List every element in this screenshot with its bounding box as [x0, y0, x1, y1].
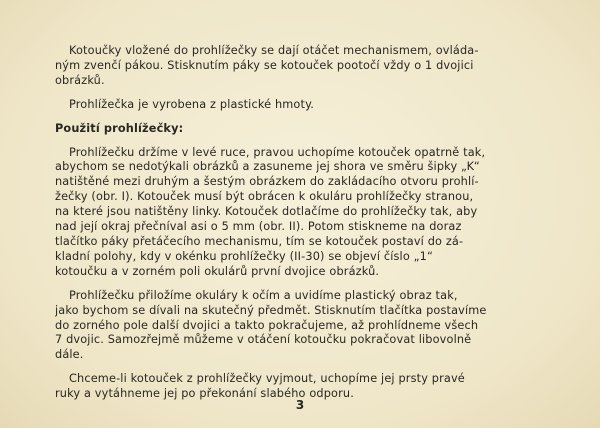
- paragraph-gap: [55, 363, 545, 372]
- text-line: natištěné mezi druhým a šestým obrázkem do zakládacího otvoru prohlí-: [55, 175, 479, 189]
- paragraph-gap: [55, 113, 545, 122]
- text-line: kladní polohy, kdy v okénku prohlížečky (II-30) se objeví číslo „1“: [55, 249, 433, 263]
- text-line: ným zvenčí pákou. Stisknutím páky se kotouček pootočí vždy o 1 dvojici: [55, 58, 474, 72]
- text-line: abychom se nedotýkali obrázků a zasuneme jej shora ve směru šipky „K“: [55, 160, 480, 174]
- text-line: žečky (obr. I). Kotouček musí být obrácen k okuláru prohlížečky stranou,: [55, 190, 474, 204]
- paragraph-material: [55, 98, 545, 113]
- heading-usage: Použití prohlížečky:: [55, 121, 184, 135]
- text-line: dále.: [55, 348, 84, 362]
- text-line: Prohlížečku přiložíme okuláry k očím a uvidíme plastický obraz tak,: [69, 288, 458, 302]
- paragraph-gap: [55, 89, 545, 98]
- paragraph-insert-disc: [55, 146, 545, 280]
- paragraph-gap: [55, 280, 545, 289]
- section-heading: [55, 122, 545, 137]
- text-line: na které jsou natištěny linky. Kotouček dotlačíme do prohlížečky tak, aby: [55, 205, 478, 219]
- text-line: obrázků.: [55, 73, 105, 87]
- text-line: Prohlížečku držíme v levé ruce, pravou uchopíme kotouček opatrně tak,: [69, 145, 486, 159]
- paragraph-viewing: [55, 289, 545, 364]
- text-line: jako bychom se dívali na skutečný předmět. Stisknutím tlačítka postavíme: [55, 303, 487, 317]
- text-line: nad její okraj přečníval asi o 5 mm (obr. II). Potom stiskneme na doraz: [55, 220, 462, 234]
- body-text: [55, 44, 545, 402]
- text-line: Prohlížečka je vyrobena z plastické hmoty.: [69, 97, 315, 111]
- text-line: do zorného pole další dvojici a takto pokračujeme, až prohlídneme všech: [55, 318, 479, 332]
- page-number: 3: [295, 398, 305, 412]
- text-line: 7 dvojic. Samozřejmě můžeme v otáčení kotoučku pokračovat libovolně: [55, 333, 472, 347]
- text-line: Chceme-li kotouček z prohlížečky vyjmout, uchopíme jej prsty pravé: [69, 372, 465, 386]
- text-line: ruky a vytáhneme jej po překonání slabého odporu.: [55, 387, 354, 401]
- paragraph-gap: [55, 137, 545, 146]
- text-line: kotoučku a v zorném poli okulárů první dvojice obrázků.: [55, 264, 380, 278]
- text-line: Kotoučky vložené do prohlížečky se dají otáčet mechanismem, ovláda-: [69, 44, 479, 57]
- text-line: tlačítko páky přetáčecího mechanismu, tím se kotouček postaví do zá-: [55, 234, 464, 248]
- paragraph-mechanism: [55, 44, 545, 89]
